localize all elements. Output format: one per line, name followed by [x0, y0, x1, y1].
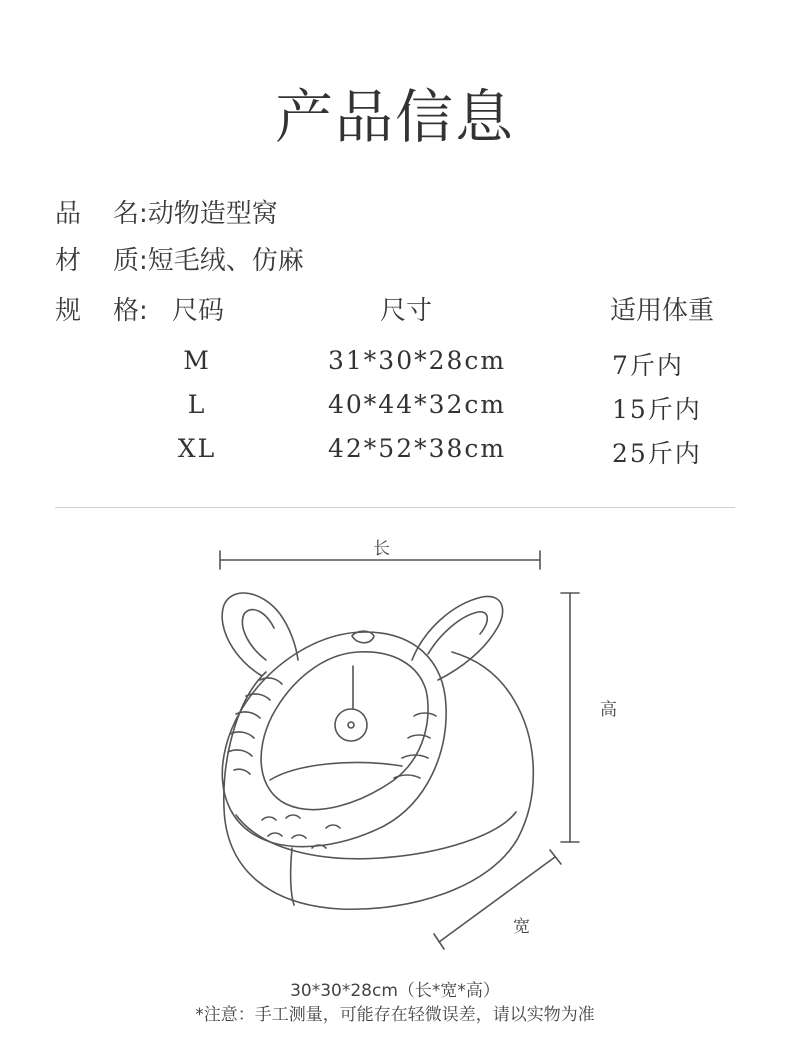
product-name-key-1: 品: [55, 199, 82, 229]
material-value: 短毛绒、仿麻: [147, 246, 304, 276]
page-title: 产品信息: [274, 83, 515, 151]
row-xl-size: XL: [177, 434, 217, 463]
row-l-size: L: [187, 390, 207, 419]
row-l-dimensions: 40*44*32cm: [328, 390, 507, 419]
width-label: 宽: [513, 917, 530, 937]
measurement-disclaimer: *注意：手工测量，可能存在轻微误差，请以实物为准: [195, 1005, 595, 1025]
entrance-ring-outer: [222, 632, 446, 847]
material-key-1: 材: [55, 246, 82, 276]
entrance-opening: [261, 652, 428, 810]
row-xl-weight: 25斤内: [612, 439, 702, 468]
right-ear: [412, 596, 503, 680]
header-dimensions: 尺寸: [380, 296, 433, 326]
spec-key-1: 规: [55, 296, 82, 326]
height-dimension-line: [561, 593, 579, 842]
dimensions-note: 30*30*28cm（长*宽*高）: [290, 981, 500, 1001]
header-weight: 适用体重: [610, 296, 715, 326]
material-key-2: 质:: [113, 246, 148, 276]
header-size: 尺码: [172, 296, 225, 326]
width-dimension-line: [434, 850, 561, 949]
hanging-ball: [335, 709, 367, 741]
row-l-weight: 15斤内: [612, 395, 702, 424]
product-name-value: 动物造型窝: [147, 199, 278, 229]
spec-key-2: 格:: [113, 296, 148, 326]
height-label: 高: [600, 700, 617, 720]
nose: [352, 631, 374, 643]
product-name-key-2: 名:: [113, 199, 148, 229]
row-m-weight: 7斤内: [612, 351, 684, 380]
row-m-dimensions: 31*30*28cm: [328, 346, 507, 375]
row-m-size: M: [183, 346, 211, 375]
left-ear: [222, 593, 298, 676]
length-label: 长: [373, 539, 390, 559]
row-xl-dimensions: 42*52*38cm: [328, 434, 507, 463]
